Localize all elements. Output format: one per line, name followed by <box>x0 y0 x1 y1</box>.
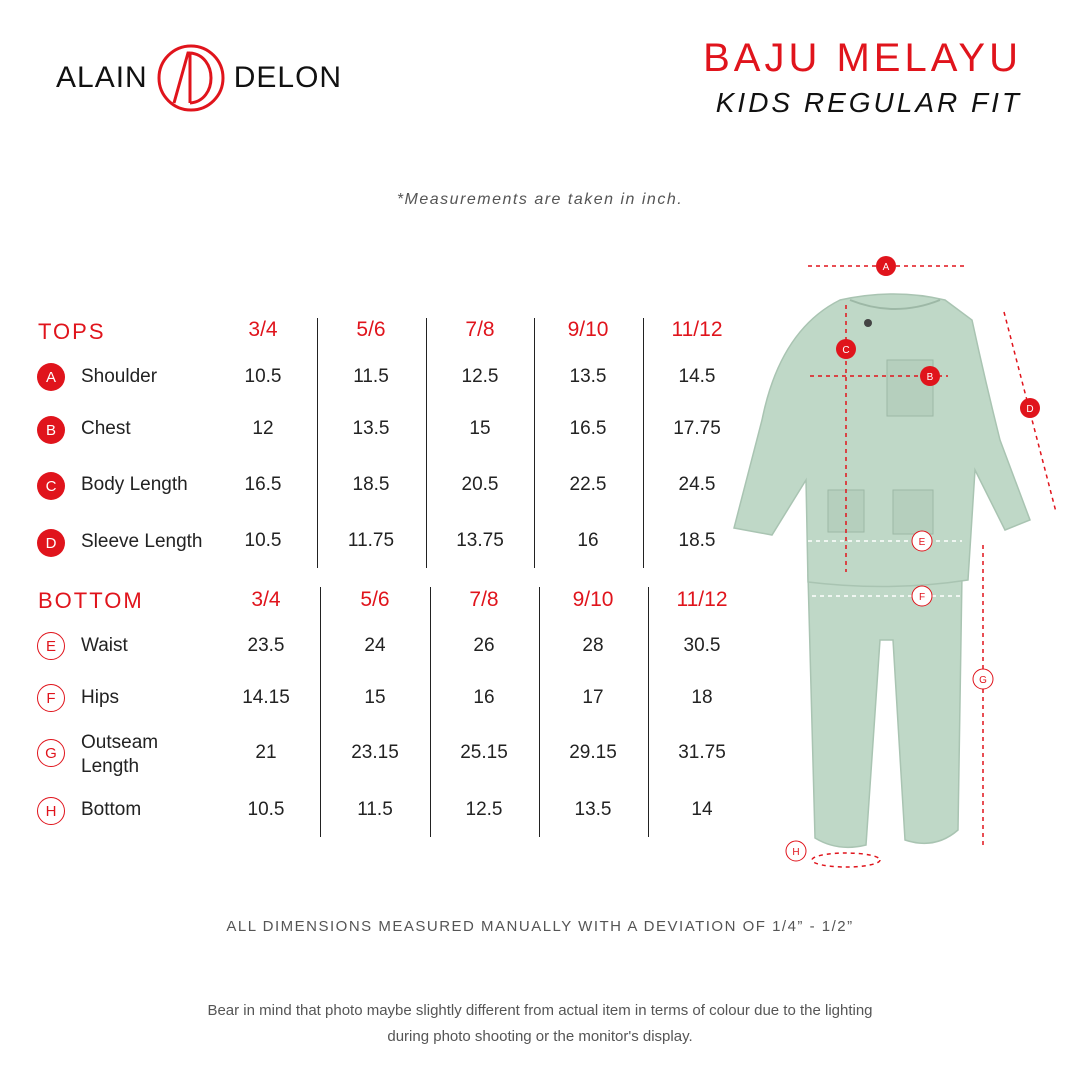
table-cell: 11.5 <box>357 799 393 820</box>
table-cell: 12.5 <box>461 366 499 387</box>
column-divider <box>539 587 540 837</box>
tops-size-header: 11/12 <box>671 318 723 341</box>
table-cell: 16 <box>473 687 495 708</box>
table-cell: 16.5 <box>244 474 282 495</box>
disclaimer-line: Bear in mind that photo maybe slightly different from actual item in terms of colour due to the lighting <box>207 1002 873 1019</box>
deviation-footer: ALL DIMENSIONS MEASURED MANUALLY WITH A DEVIATION OF 1/4” - 1/2” <box>226 918 854 935</box>
table-cell: 30.5 <box>683 635 721 656</box>
table-cell: 13.75 <box>456 530 504 551</box>
brand-logo <box>56 40 342 116</box>
row-label-chest: Chest <box>81 418 131 439</box>
diagram-marker-c-label: C <box>842 345 850 356</box>
diagram-marker-e-label: E <box>918 537 926 548</box>
marker-f-badge: F <box>37 684 65 712</box>
table-cell: 23.5 <box>247 635 285 656</box>
table-cell: 18.5 <box>352 474 390 495</box>
measurement-note: *Measurements are taken in inch. <box>396 191 684 208</box>
marker-a-badge: A <box>37 363 65 391</box>
row-label-shoulder: Shoulder <box>81 366 158 387</box>
bottom-size-header: 5/6 <box>360 588 390 611</box>
marker-g-badge: G <box>37 739 65 767</box>
table-cell: 24.5 <box>678 474 716 495</box>
shirt-illustration <box>734 294 1030 587</box>
table-cell: 17.75 <box>673 418 721 439</box>
table-cell: 23.15 <box>351 742 399 763</box>
marker-e-badge: E <box>37 632 65 660</box>
diagram-marker-a-label: A <box>882 262 890 273</box>
row-label-bottom: Bottom <box>81 799 142 820</box>
bottom-size-header: 7/8 <box>469 588 499 611</box>
column-divider <box>430 587 431 837</box>
column-divider <box>534 318 535 568</box>
row-label-sleeve-length: Sleeve Length <box>81 531 203 552</box>
column-divider <box>648 587 649 837</box>
table-cell: 10.5 <box>244 530 282 551</box>
column-divider <box>320 587 321 837</box>
table-cell: 12 <box>252 418 274 439</box>
tops-size-header: 5/6 <box>356 318 386 341</box>
table-cell: 28 <box>582 635 604 656</box>
table-cell: 13.5 <box>574 799 612 820</box>
table-cell: 10.5 <box>244 366 282 387</box>
row-label-body-length: Body Length <box>81 474 188 495</box>
bottom-section-title: BOTTOM <box>38 588 144 613</box>
bottom-size-header: 9/10 <box>572 588 614 611</box>
colour-disclaimer <box>90 998 990 1050</box>
table-cell: 11.5 <box>353 366 389 387</box>
column-divider <box>426 318 427 568</box>
table-cell: 14.15 <box>242 687 290 708</box>
table-cell: 25.15 <box>460 742 508 763</box>
table-cell: 24 <box>364 635 386 656</box>
brand-word-right: DELON <box>233 61 343 94</box>
table-cell: 21 <box>255 742 277 763</box>
diagram-marker-h-label: H <box>792 847 800 858</box>
table-cell: 17 <box>582 687 604 708</box>
table-cell: 16 <box>577 530 599 551</box>
diagram-marker-b-label: B <box>926 372 934 383</box>
table-cell: 13.5 <box>569 366 607 387</box>
tops-size-header: 9/10 <box>567 318 609 341</box>
column-divider <box>643 318 644 568</box>
table-cell: 15 <box>364 687 386 708</box>
tops-size-header: 3/4 <box>248 318 278 341</box>
row-label-line: Length <box>81 756 140 777</box>
row-label-waist: Waist <box>81 635 128 656</box>
product-title: BAJU MELAYU <box>703 36 1022 80</box>
trousers-illustration <box>808 575 962 847</box>
table-cell: 22.5 <box>569 474 607 495</box>
diagram-marker-f-label: F <box>918 592 926 603</box>
row-label-line: Outseam <box>81 732 159 753</box>
table-cell: 11.75 <box>347 530 395 551</box>
table-cell: 15 <box>469 418 491 439</box>
marker-b-badge: B <box>37 416 65 444</box>
marker-c-badge: C <box>37 472 65 500</box>
row-label-hips: Hips <box>81 687 120 708</box>
table-cell: 20.5 <box>461 474 499 495</box>
table-cell: 13.5 <box>352 418 390 439</box>
product-subtitle: KIDS REGULAR FIT <box>715 87 1022 118</box>
table-cell: 12.5 <box>465 799 503 820</box>
table-cell: 18.5 <box>678 530 716 551</box>
marker-d-badge: D <box>37 529 65 557</box>
table-cell: 14 <box>691 799 713 820</box>
disclaimer-line: during photo shooting or the monitor's display. <box>387 1028 693 1045</box>
table-cell: 26 <box>473 635 495 656</box>
table-cell: 29.15 <box>569 742 617 763</box>
garment-measurement-diagram <box>720 240 1080 880</box>
column-divider <box>317 318 318 568</box>
bottom-size-header: 3/4 <box>251 588 281 611</box>
tops-size-header: 7/8 <box>465 318 495 341</box>
row-label-outseam-length <box>81 731 158 779</box>
table-cell: 31.75 <box>678 742 726 763</box>
diagram-marker-g-label: G <box>979 675 987 686</box>
table-cell: 14.5 <box>678 366 716 387</box>
tops-section-title: TOPS <box>38 319 106 344</box>
ad-monogram-icon <box>156 43 226 113</box>
diagram-marker-d-label: D <box>1026 404 1034 415</box>
table-cell: 16.5 <box>569 418 607 439</box>
bottom-size-header: 11/12 <box>676 588 728 611</box>
table-cell: 10.5 <box>247 799 285 820</box>
marker-h-badge: H <box>37 797 65 825</box>
brand-word-left: ALAIN <box>56 61 148 94</box>
table-cell: 18 <box>691 687 713 708</box>
